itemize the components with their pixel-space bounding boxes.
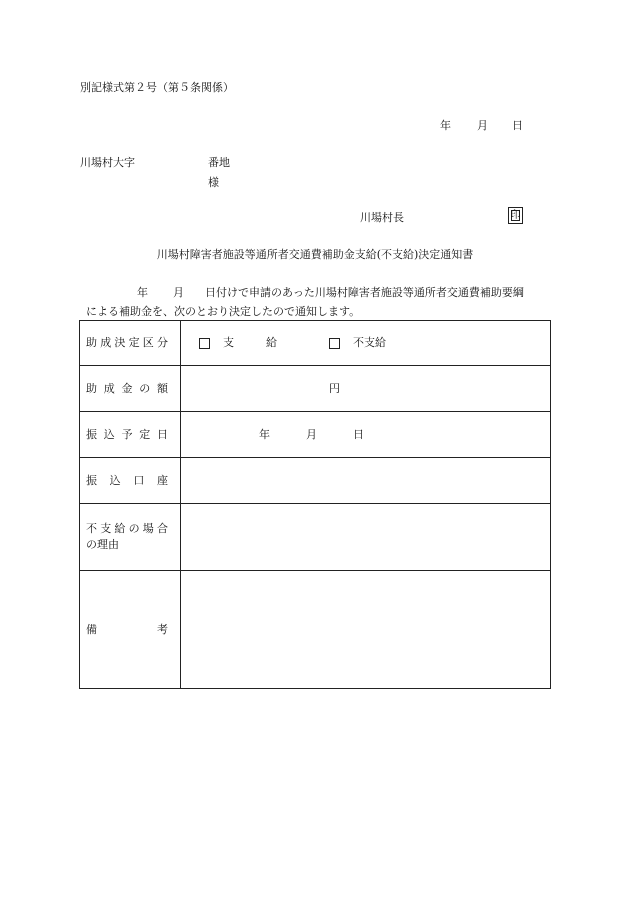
reason-value-cell[interactable] bbox=[181, 504, 551, 571]
decision-table bbox=[79, 320, 551, 689]
transfer-month: 月 bbox=[306, 427, 317, 441]
body-line-1 bbox=[137, 286, 524, 299]
table-row bbox=[80, 571, 551, 689]
decision-value-cell bbox=[181, 321, 551, 366]
account-value-cell[interactable] bbox=[181, 458, 551, 504]
body-line-1-text: 日付けで申請のあった川場村障害者施設等通所者交通費補助要綱 bbox=[205, 286, 524, 299]
table-row bbox=[80, 504, 551, 571]
account-label: 振 込 口 座 bbox=[86, 473, 168, 487]
issue-date-year: 年 bbox=[440, 119, 451, 132]
body-month: 月 bbox=[173, 286, 184, 299]
give-option-label: 支 給 bbox=[223, 336, 277, 350]
recipient-village: 川場村大字 bbox=[80, 156, 135, 169]
transfer-year: 年 bbox=[259, 427, 270, 441]
remarks-value-cell[interactable] bbox=[181, 571, 551, 689]
table-row bbox=[80, 458, 551, 504]
transfer-date-value-cell[interactable] bbox=[181, 412, 551, 458]
form-reference: 別記様式第２号（第５条関係） bbox=[80, 81, 234, 94]
body-year: 年 bbox=[137, 286, 148, 299]
no-give-checkbox[interactable] bbox=[329, 338, 340, 349]
no-give-option-label: 不支給 bbox=[353, 336, 386, 350]
recipient-banchi: 番地 bbox=[208, 156, 230, 169]
body-line-2: による補助金を、次のとおり決定したので通知します。 bbox=[86, 305, 361, 318]
table-row bbox=[80, 321, 551, 366]
remarks-label-cell bbox=[80, 571, 181, 689]
reason-label: 不 支 給 の 場 合 の理由 bbox=[86, 521, 168, 551]
amount-unit: 円 bbox=[329, 381, 340, 395]
issue-date-month: 月 bbox=[477, 119, 488, 132]
give-checkbox[interactable] bbox=[199, 338, 210, 349]
amount-label: 助 成 金 の 額 bbox=[86, 381, 168, 395]
seal-stamp bbox=[508, 207, 523, 224]
issue-date-day: 日 bbox=[512, 119, 523, 132]
transfer-date-label-cell bbox=[80, 412, 181, 458]
decision-label-cell bbox=[80, 321, 181, 366]
issue-date bbox=[440, 119, 523, 132]
transfer-day: 日 bbox=[353, 427, 364, 441]
amount-value-cell[interactable] bbox=[181, 366, 551, 412]
recipient-honorific: 様 bbox=[208, 176, 219, 189]
table-row bbox=[80, 412, 551, 458]
decision-label: 助 成 決 定 区 分 bbox=[86, 336, 168, 350]
amount-label-cell bbox=[80, 366, 181, 412]
reason-label-cell bbox=[80, 504, 181, 571]
account-label-cell bbox=[80, 458, 181, 504]
remarks-label: 備 考 bbox=[86, 622, 168, 636]
seal-text: 印 bbox=[510, 209, 521, 221]
table-row bbox=[80, 366, 551, 412]
document-title: 川場村障害者施設等通所者交通費補助金支給(不支給)決定通知書 bbox=[156, 248, 474, 261]
issuer-name: 川場村長 bbox=[360, 211, 404, 224]
transfer-date-label: 振 込 予 定 日 bbox=[86, 427, 168, 441]
